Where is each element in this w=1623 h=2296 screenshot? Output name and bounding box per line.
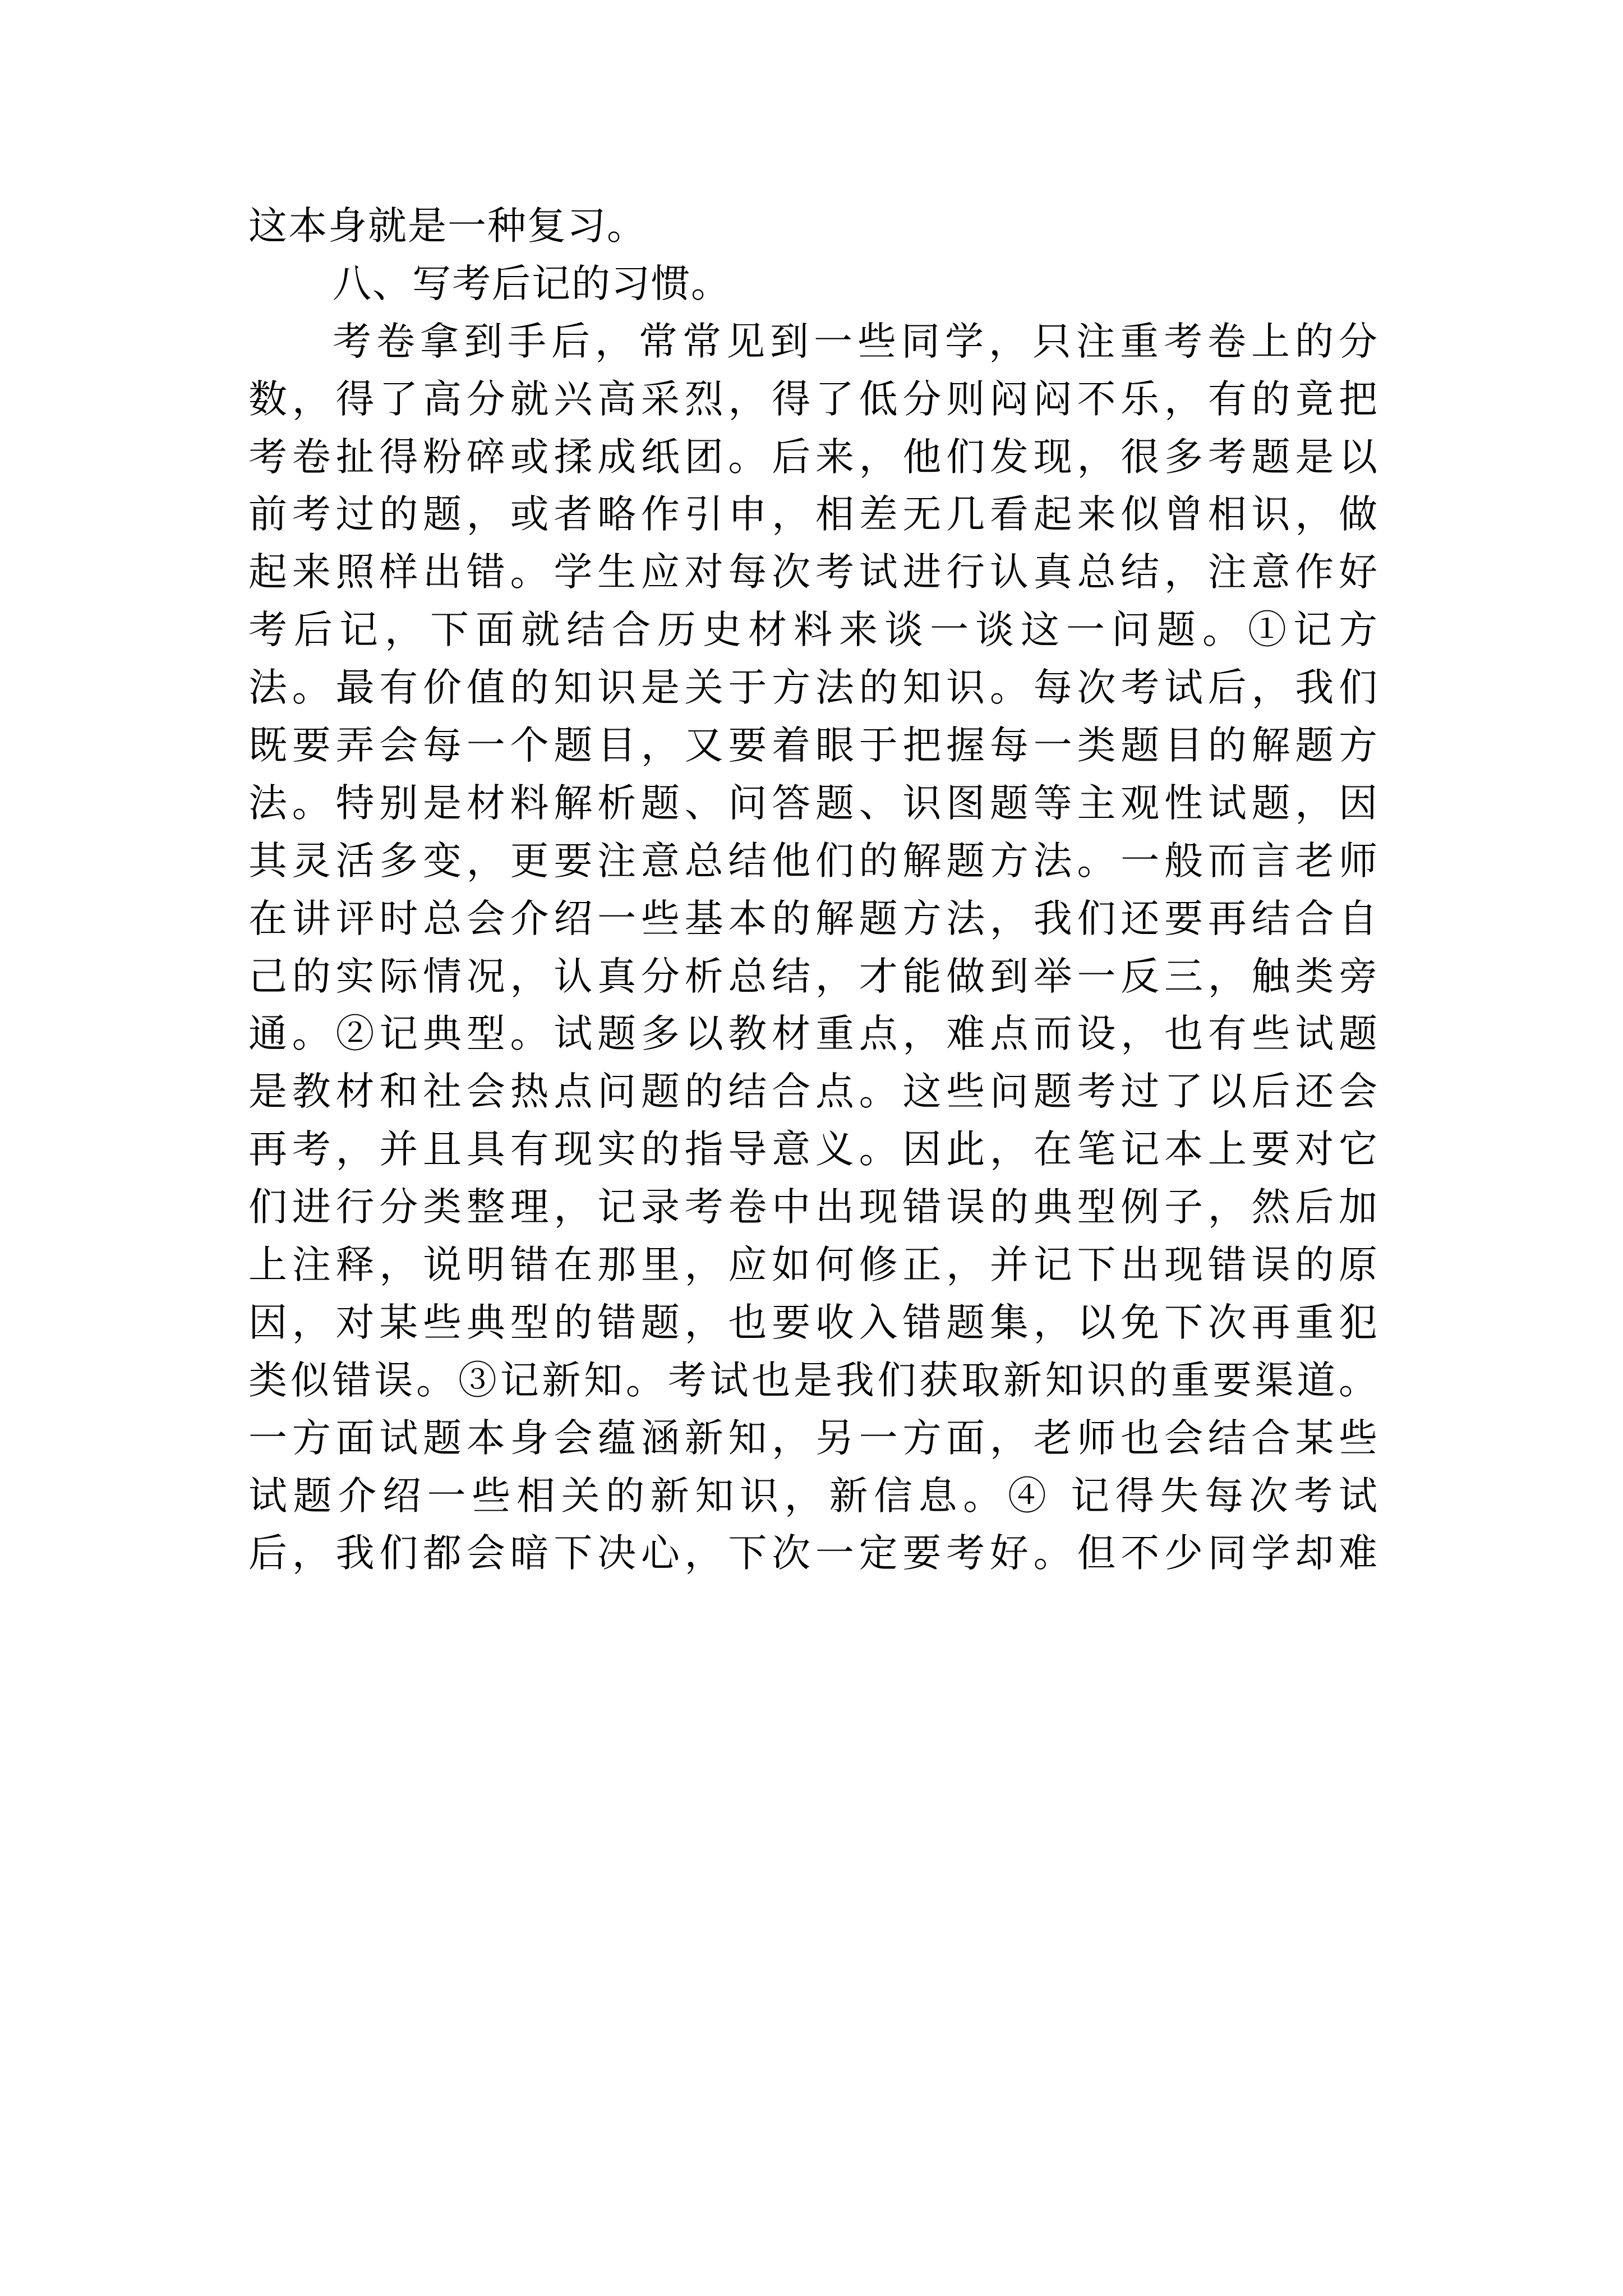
text-line: 们进行分类整理，记录考卷中出现错误的典型例子，然后加 [248,1185,1378,1230]
text-line: 既要弄会每一个题目，又要着眼于把握每一类题目的解题方 [248,723,1378,769]
text-line: 这本身就是一种复习。 [248,204,647,249]
section-heading: 八、写考后记的习惯。 [333,261,731,306]
text-line: 其灵活多变，更要注意总结他们的解题方法。一般而言老师 [248,838,1378,884]
text-line: 再考，并且具有现实的指导意义。因此，在笔记本上要对它 [248,1127,1378,1172]
text-line: 法。特别是材料解析题、问答题、识图题等主观性试题，因 [248,780,1378,826]
text-line: 后，我们都会暗下决心，下次一定要考好。但不少同学却难 [248,1531,1378,1576]
text-line: 通。②记典型。试题多以教材重点，难点而设，也有些试题 [248,1011,1378,1057]
text-line: 起来照样出错。学生应对每次考试进行认真总结，注意作好 [248,550,1378,595]
text-line: 是教材和社会热点问题的结合点。这些问题考过了以后还会 [248,1069,1378,1115]
body-text [248,197,1378,1582]
text-line: 考卷扯得粉碎或揉成纸团。后来，他们发现，很多考题是以 [248,434,1378,480]
text-line: 因，对某些典型的错题，也要收入错题集，以免下次再重犯 [248,1300,1378,1345]
text-line: 上注释，说明错在那里，应如何修正，并记下出现错误的原 [248,1243,1378,1288]
text-line: 在讲评时总会介绍一些基本的解题方法，我们还要再结合自 [248,896,1378,941]
text-line: 类似错误。③记新知。考试也是我们获取新知识的重要渠道。 [248,1358,1378,1403]
text-line: 数，得了高分就兴高采烈，得了低分则闷闷不乐，有的竟把 [248,376,1378,422]
text-line: 试题介绍一些相关的新知识，新信息。④ 记得失每次考试 [248,1473,1378,1519]
text-line: 法。最有价值的知识是关于方法的知识。每次考试后，我们 [248,665,1378,711]
text-line: 己的实际情况，认真分析总结，才能做到举一反三，触类旁 [248,954,1378,999]
text-line: 考后记，下面就结合历史材料来谈一谈这一问题。①记方 [248,608,1378,653]
text-line: 一方面试题本身会蕴涵新知，另一方面，老师也会结合某些 [248,1415,1378,1461]
text-line: 前考过的题，或者略作引申，相差无几看起来似曾相识，做 [248,492,1378,537]
text-line: 考卷拿到手后，常常见到一些同学，只注重考卷上的分 [333,319,1378,364]
